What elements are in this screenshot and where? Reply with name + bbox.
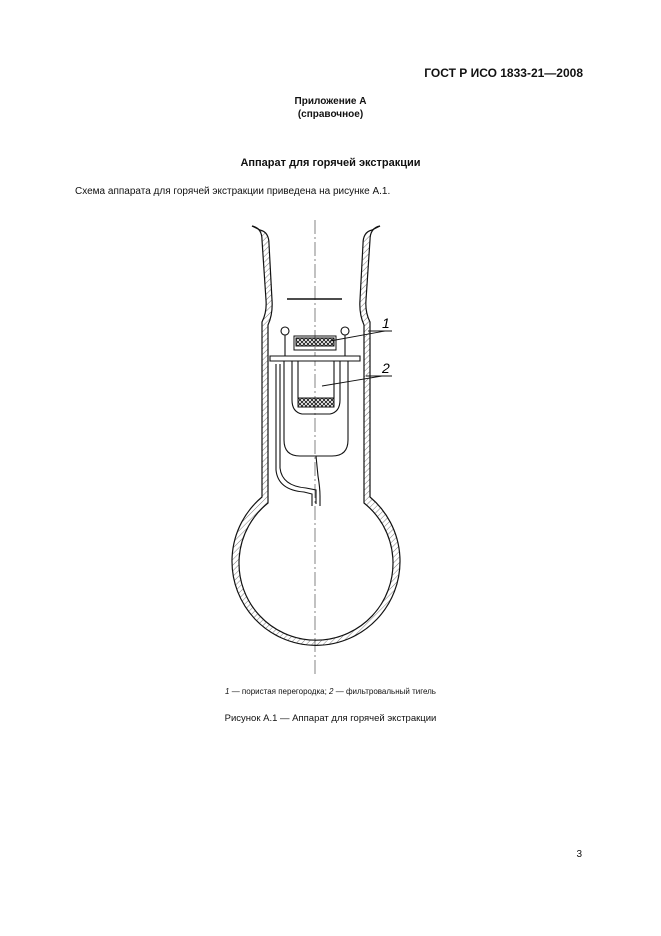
- legend-num-1: 1: [225, 687, 230, 696]
- figure-legend: [0, 687, 661, 696]
- label-2: 2: [382, 360, 390, 376]
- annex-title: Приложение А: [294, 96, 367, 107]
- glass-vessel: [232, 226, 400, 645]
- legend-text-1: — пористая перегородка;: [229, 687, 330, 696]
- annex-heading: [0, 95, 661, 121]
- leader-line-1: [330, 331, 385, 341]
- legend-num-2: 2: [329, 687, 334, 696]
- apparatus-figure: [205, 218, 445, 678]
- leader-line-2: [322, 376, 382, 386]
- porous-partition: [296, 338, 334, 346]
- annex-subtitle: (справочное): [297, 109, 364, 120]
- figure-caption: Рисунок А.1 — Аппарат для горячей экстракции: [224, 713, 437, 724]
- section-title: Аппарат для горячей экстракции: [240, 157, 421, 169]
- hook-right: [341, 327, 349, 358]
- label-1: 1: [382, 315, 390, 331]
- document-code: ГОСТ Р ИСО 1833-21—2008: [424, 66, 583, 80]
- support-plate: [270, 356, 360, 361]
- hook-left: [281, 327, 289, 358]
- legend-text-2: — фильтровальный тигель: [333, 687, 436, 696]
- page-number: 3: [576, 849, 582, 860]
- crucible-filter-disc: [298, 398, 334, 407]
- intro-paragraph: Схема аппарата для горячей экстракции приведена на рисунке А.1.: [75, 186, 391, 197]
- glass-wall-hatch: [232, 226, 400, 645]
